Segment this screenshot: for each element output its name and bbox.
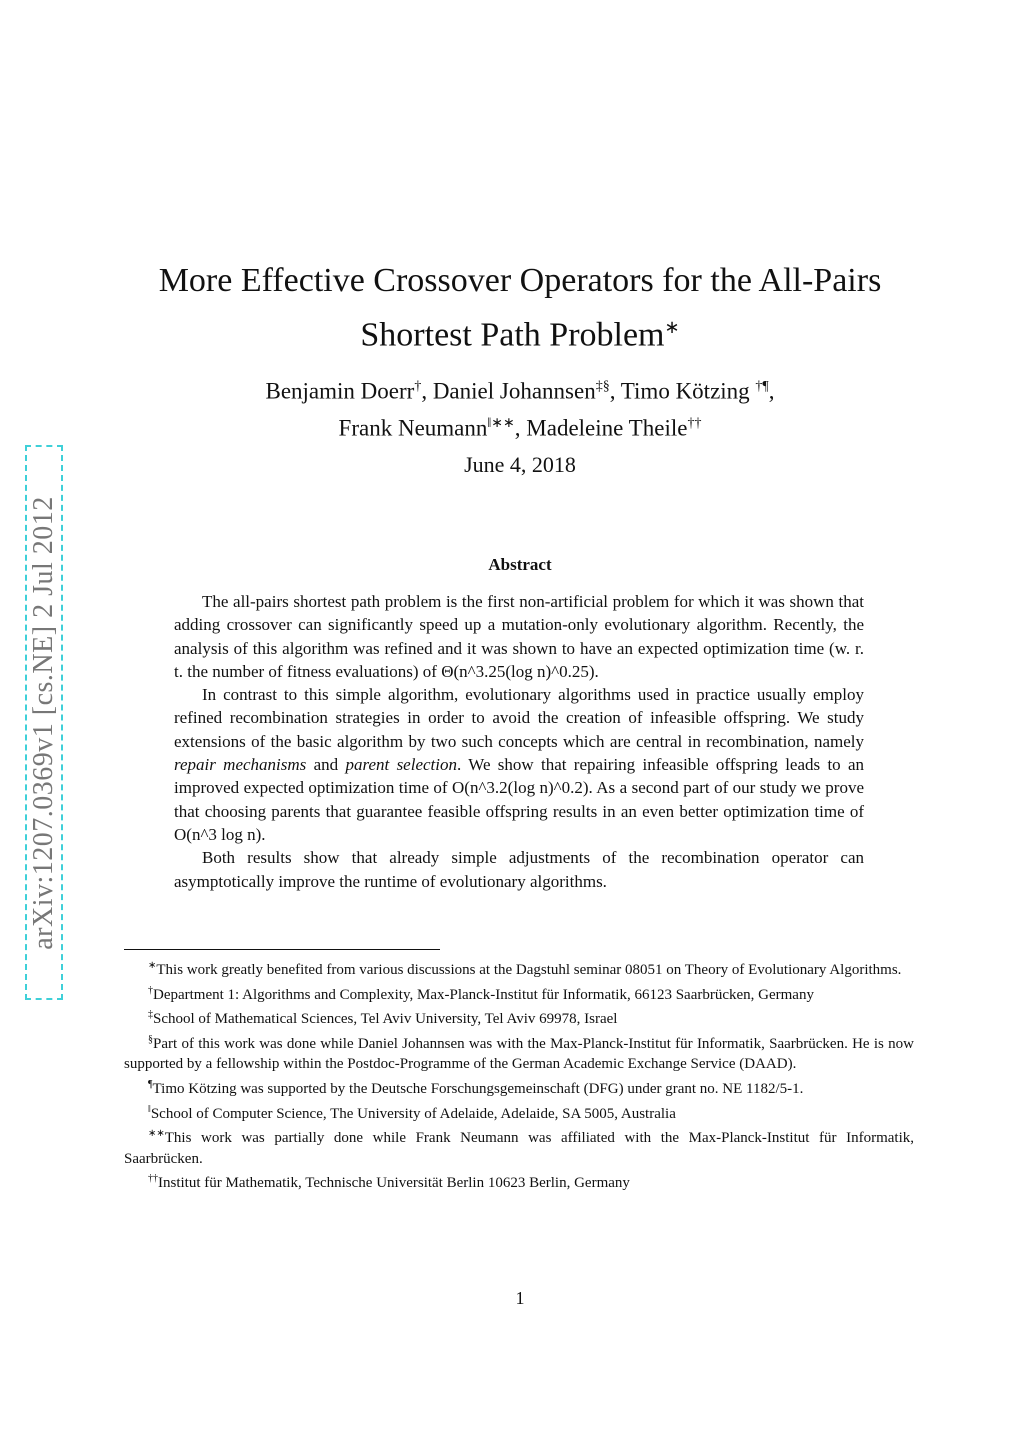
footnote: ††Institut für Mathematik, Technische Universität Berlin 10623 Berlin, Germany	[148, 1173, 630, 1192]
author-name: Frank Neumann	[338, 415, 488, 441]
author-mark[interactable]: †	[414, 379, 422, 394]
footnote: ∗∗This work was partially done while Frank Neumann was affiliated with the Max-Planck-Institut für Informatik, Saarbrücken.	[124, 1128, 914, 1167]
abstract-paragraph-2: In contrast to this simple algorithm, evolutionary algorithms used in practice usually employ refined recombination strategies in order to avoid the creation of infeasible offspring. We study extensions of the basic algorithm by two such concepts which are central in recombination, namely repair mechanisms and parent selection. We show that repairing infeasible offspring leads to an improved expected optimization time of O(n^3.2(log n)^0.2). As a second part of our study we prove that choosing parents that guarantee feasible offspring results in an even better optimization time of O(n^3 log n).	[174, 685, 865, 844]
author-name: Benjamin Doerr	[265, 378, 415, 404]
paper-title	[120, 258, 920, 358]
footnote: ¶Timo Kötzing was supported by the Deutsche Forschungsgemeinschaft (DFG) under grant no. NE 1182/5-1.	[148, 1078, 804, 1097]
footnote-divider	[124, 949, 440, 950]
title-line-1: More Effective Crossover Operators for the All-Pairs	[158, 262, 882, 299]
arxiv-identifier-stamp	[25, 445, 63, 1000]
title-footnote-mark[interactable]: ∗	[664, 317, 680, 337]
footnotes	[124, 956, 914, 1194]
footnote-mark: ¶	[148, 1078, 153, 1090]
author-name: Timo Kötzing	[620, 378, 750, 404]
footnote-mark: †	[148, 984, 153, 996]
footnote: ∗This work greatly benefited from various discussions at the Dagstuhl seminar 08051 on Theory of Evolutionary Algorithms.	[148, 960, 902, 978]
author-mark[interactable]: ††	[687, 415, 702, 431]
emphasis-repair-mechanisms: repair mechanisms	[174, 755, 307, 775]
footnote-mark: §	[148, 1033, 153, 1045]
author-mark[interactable]: ‡§	[595, 379, 610, 394]
author-list	[120, 371, 920, 444]
abstract-heading: Abstract	[488, 555, 552, 574]
author-name: Madeleine Theile	[526, 415, 688, 441]
arxiv-id[interactable]: arXiv:1207.0369v1 [cs.NE] 2 Jul 2012	[28, 495, 59, 950]
footnote-mark: ‖	[148, 1103, 151, 1115]
abstract-paragraph-3: Both results show that already simple adjustments of the recombination operator can asymptotically improve the runtime of evolutionary algorithms.	[174, 848, 864, 891]
author-line-1: Benjamin Doerr†, Daniel Johannsen‡§, Timo Kötzing †¶,	[265, 378, 775, 404]
page-number: 1	[515, 1288, 525, 1308]
author-name: Daniel Johannsen	[432, 378, 596, 404]
title-line-2: Shortest Path Problem∗	[360, 316, 680, 354]
author-mark[interactable]: ‖∗∗	[487, 415, 515, 431]
footnote-mark: ∗∗	[148, 1128, 165, 1140]
footnote-mark: ‡	[148, 1009, 153, 1021]
emphasis-parent-selection: parent selection	[345, 755, 457, 775]
author-line-2: Frank Neumann‖∗∗, Madeleine Theile††	[338, 415, 702, 441]
footnote-mark: ∗	[148, 960, 157, 971]
footnote-mark: ††	[148, 1173, 158, 1185]
footnote: ‖School of Computer Science, The University of Adelaide, Adelaide, SA 5005, Australia	[148, 1103, 676, 1122]
author-mark[interactable]: †¶	[755, 379, 769, 394]
footnote: §Part of this work was done while Daniel Johannsen was with the Max-Planck-Institut für Informatik, Saarbrücken. He is now supported by a fellowship within the Postdoc-Programme of the German Academic Exchange Service (DAAD).	[124, 1033, 914, 1073]
paper-date: June 4, 2018	[464, 452, 576, 477]
abstract-body	[174, 590, 864, 893]
footnote: †Department 1: Algorithms and Complexity, Max-Planck-Institut für Informatik, 66123 Saarbrücken, Germany	[148, 984, 814, 1003]
footnote: ‡School of Mathematical Sciences, Tel Aviv University, Tel Aviv 69978, Israel	[148, 1009, 618, 1028]
abstract-paragraph-1: The all-pairs shortest path problem is the first non-artificial problem for which it was shown that adding crossover can significantly speed up a mutation-only evolutionary algorithm. Recently, the analysis of this algorithm was refined and it was shown to have an expected optimization time (w. r. t. the number of fitness evaluations) of Θ(n^3.25(log n)^0.25).	[174, 592, 864, 681]
